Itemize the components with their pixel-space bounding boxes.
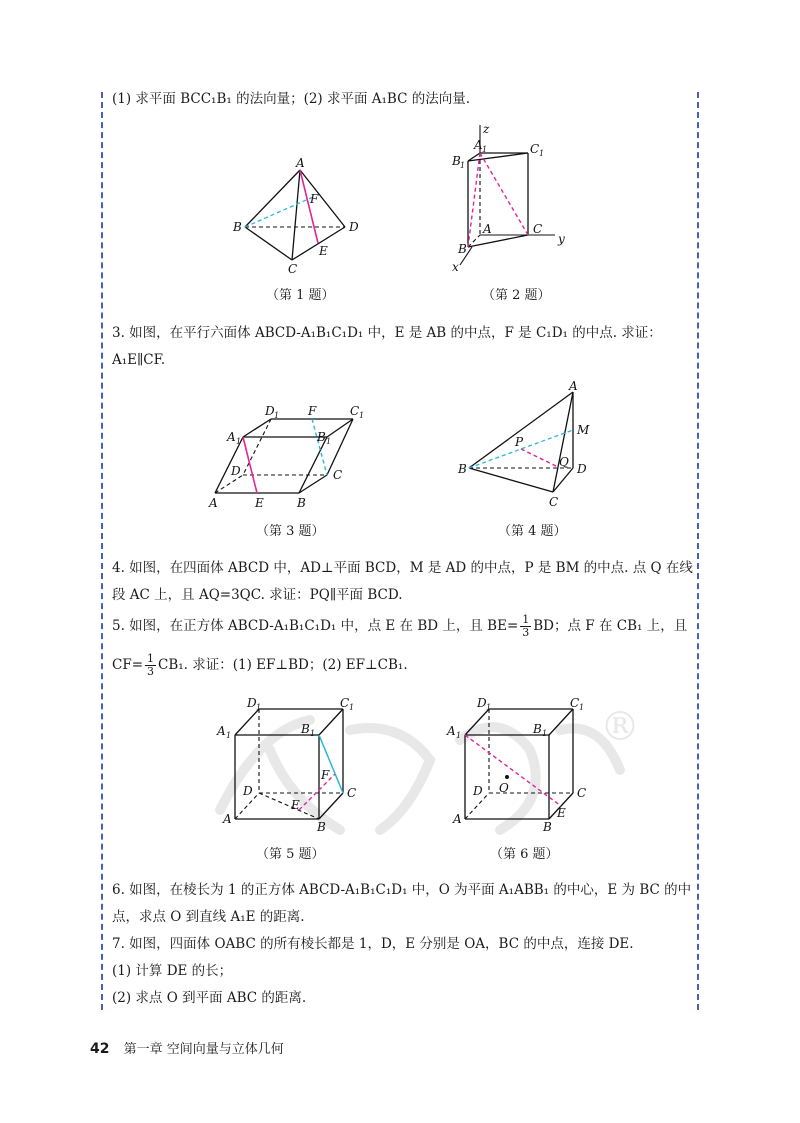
label-D: D (349, 220, 359, 234)
label-O: O (499, 781, 509, 795)
label-B: B (458, 462, 467, 476)
segment-PQ (521, 449, 558, 467)
label-y: y (558, 232, 565, 246)
label-A: A (483, 222, 492, 236)
line-1: (1) 求平面 BCC₁B₁ 的法向量；(2) 求平面 A₁BC 的法向量. (112, 91, 471, 107)
label-D: D (473, 784, 483, 798)
figure-1-tetrahedron (225, 155, 375, 280)
label-P: P (515, 435, 524, 449)
problem-6-line-1: 6. 如图，在棱长为 1 的正方体 ABCD-A₁B₁C₁D₁ 中，O 为平面 A₁ABB₁ 的中心，E 为 BC 的中 (112, 882, 692, 898)
label-Q: Q (559, 455, 569, 469)
svg-text:1: 1 (542, 729, 548, 738)
segment-A1B (468, 153, 480, 247)
svg-text:1: 1 (539, 149, 545, 158)
svg-text:1: 1 (310, 729, 316, 738)
svg-text:1: 1 (460, 161, 466, 170)
label-C: C (533, 222, 543, 236)
segment-A1E (243, 437, 257, 493)
problem-4-line-2: 段 AC 上，且 AQ=3QC. 求证：PQ∥平面 BCD. (112, 587, 403, 603)
label-A: A (453, 812, 462, 826)
label-D1: D (477, 696, 487, 710)
label-C1: C (530, 142, 540, 156)
label-D1: D (265, 405, 275, 418)
svg-text:1: 1 (482, 145, 488, 154)
label-B1: B (317, 430, 326, 444)
label-E: E (255, 496, 264, 510)
label-C: C (288, 262, 298, 276)
label-E: E (319, 244, 328, 258)
page-footer (90, 1038, 284, 1057)
label-A1: A (474, 138, 483, 152)
problem-7-part-1: (1) 计算 DE 的长； (112, 963, 233, 979)
figure-4-tetrahedron (455, 380, 595, 515)
problem-5-line-1: 5. 如图，在正方体 ABCD-A₁B₁C₁D₁ 中，点 E 在 BD 上，且 BE= $\frac{1}{3}$ BD；点 F 在 CB₁ 上，且 (112, 613, 688, 639)
svg-text:1: 1 (579, 703, 585, 712)
label-E: E (291, 798, 300, 812)
chapter-title: 第一章 空间向量与立体几何 (123, 1042, 284, 1057)
segment-EF (299, 774, 335, 810)
left-margin-dashed-line (101, 92, 103, 1010)
svg-text:1: 1 (349, 703, 355, 712)
label-F: F (321, 768, 330, 782)
problem-6-line-2: 点，求点 O 到直线 A₁E 的距离. (112, 909, 305, 925)
label-A: A (569, 380, 578, 393)
label-D1: D (247, 696, 257, 710)
label-C: C (577, 786, 587, 800)
label-B1: B (301, 722, 310, 736)
edge-AC (292, 170, 300, 260)
label-C1: C (570, 696, 580, 710)
label-A: A (209, 496, 218, 510)
label-C1: C (350, 405, 360, 418)
svg-text:1: 1 (256, 703, 262, 712)
caption-figure-3: （第 3 题） (256, 524, 325, 539)
edge-AB (245, 170, 300, 227)
label-B: B (317, 820, 326, 834)
label-D: D (231, 464, 241, 478)
svg-text:1: 1 (456, 731, 462, 740)
fraction-one-third-2: $\frac{1}{3}$ (147, 652, 155, 678)
label-A1: A (217, 724, 226, 738)
fraction-one-third: $\frac{1}{3}$ (522, 613, 530, 639)
label-C1: C (340, 696, 350, 710)
svg-text:1: 1 (274, 411, 280, 420)
caption-figure-1: （第 1 题） (266, 288, 335, 303)
label-D: D (243, 784, 253, 798)
problem-4-line-1: 4. 如图，在四面体 ABCD 中，AD⊥平面 BCD，M 是 AD 的中点，P 是 BM 的中点. 点 Q 在线 (112, 560, 693, 576)
label-D: D (577, 462, 587, 476)
svg-text:1: 1 (359, 411, 365, 420)
label-A1: A (227, 430, 236, 444)
svg-text:1: 1 (236, 437, 242, 446)
problem-7-part-2: (2) 求点 O 到平面 ABC 的距离. (112, 990, 307, 1006)
label-z: z (483, 125, 490, 136)
right-margin-dashed-line (697, 92, 699, 1010)
label-F: F (310, 192, 319, 206)
svg-text:1: 1 (326, 437, 332, 446)
caption-figure-2: （第 2 题） (482, 288, 551, 303)
label-C: C (347, 786, 357, 800)
caption-figure-6: （第 6 题） (490, 847, 559, 862)
segment-CF (312, 419, 327, 475)
label-B: B (458, 242, 467, 256)
label-M: M (577, 423, 590, 437)
label-B1: B (452, 154, 461, 168)
label-B: B (543, 820, 552, 834)
problem-3-line-2: A₁E∥CF. (112, 352, 166, 368)
problem-3-line-1: 3. 如图，在平行六面体 ABCD-A₁B₁C₁D₁ 中，E 是 AB 的中点，F 是 C₁D₁ 的中点. 求证： (112, 325, 662, 341)
label-C: C (549, 495, 559, 509)
label-F: F (308, 405, 317, 418)
caption-figure-4: （第 4 题） (498, 524, 567, 539)
edge-BC (245, 227, 292, 260)
caption-figure-5: （第 5 题） (256, 847, 325, 862)
problem-7-line-1: 7. 如图，四面体 OABC 的所有棱长都是 1，D，E 分别是 OA，BC 的中点，连接 DE. (112, 936, 634, 952)
label-E: E (557, 806, 566, 820)
label-A: A (223, 812, 232, 826)
label-B: B (297, 496, 306, 510)
label-B: B (233, 220, 242, 234)
label-A1: A (447, 724, 456, 738)
figure-3-parallelepiped (205, 405, 375, 515)
svg-text:1: 1 (226, 731, 232, 740)
page-number: 42 (90, 1041, 110, 1057)
problem-5-line-2: CF= $\frac{1}{3}$ CB₁. 求证：(1) EF⊥BD；(2) EF⊥CB₁. (112, 652, 408, 678)
label-B1: B (533, 722, 542, 736)
point-O (505, 775, 509, 779)
segment-BF (245, 197, 313, 227)
label-C: C (333, 468, 343, 482)
figure-6-cube (445, 695, 595, 835)
figure-5-cube (215, 695, 365, 835)
label-x: x (452, 260, 459, 274)
svg-text:1: 1 (486, 703, 492, 712)
segment-CB1 (319, 735, 343, 793)
registered-mark: ® (600, 704, 640, 750)
figure-2-prism (450, 125, 580, 275)
label-A: A (296, 156, 305, 170)
